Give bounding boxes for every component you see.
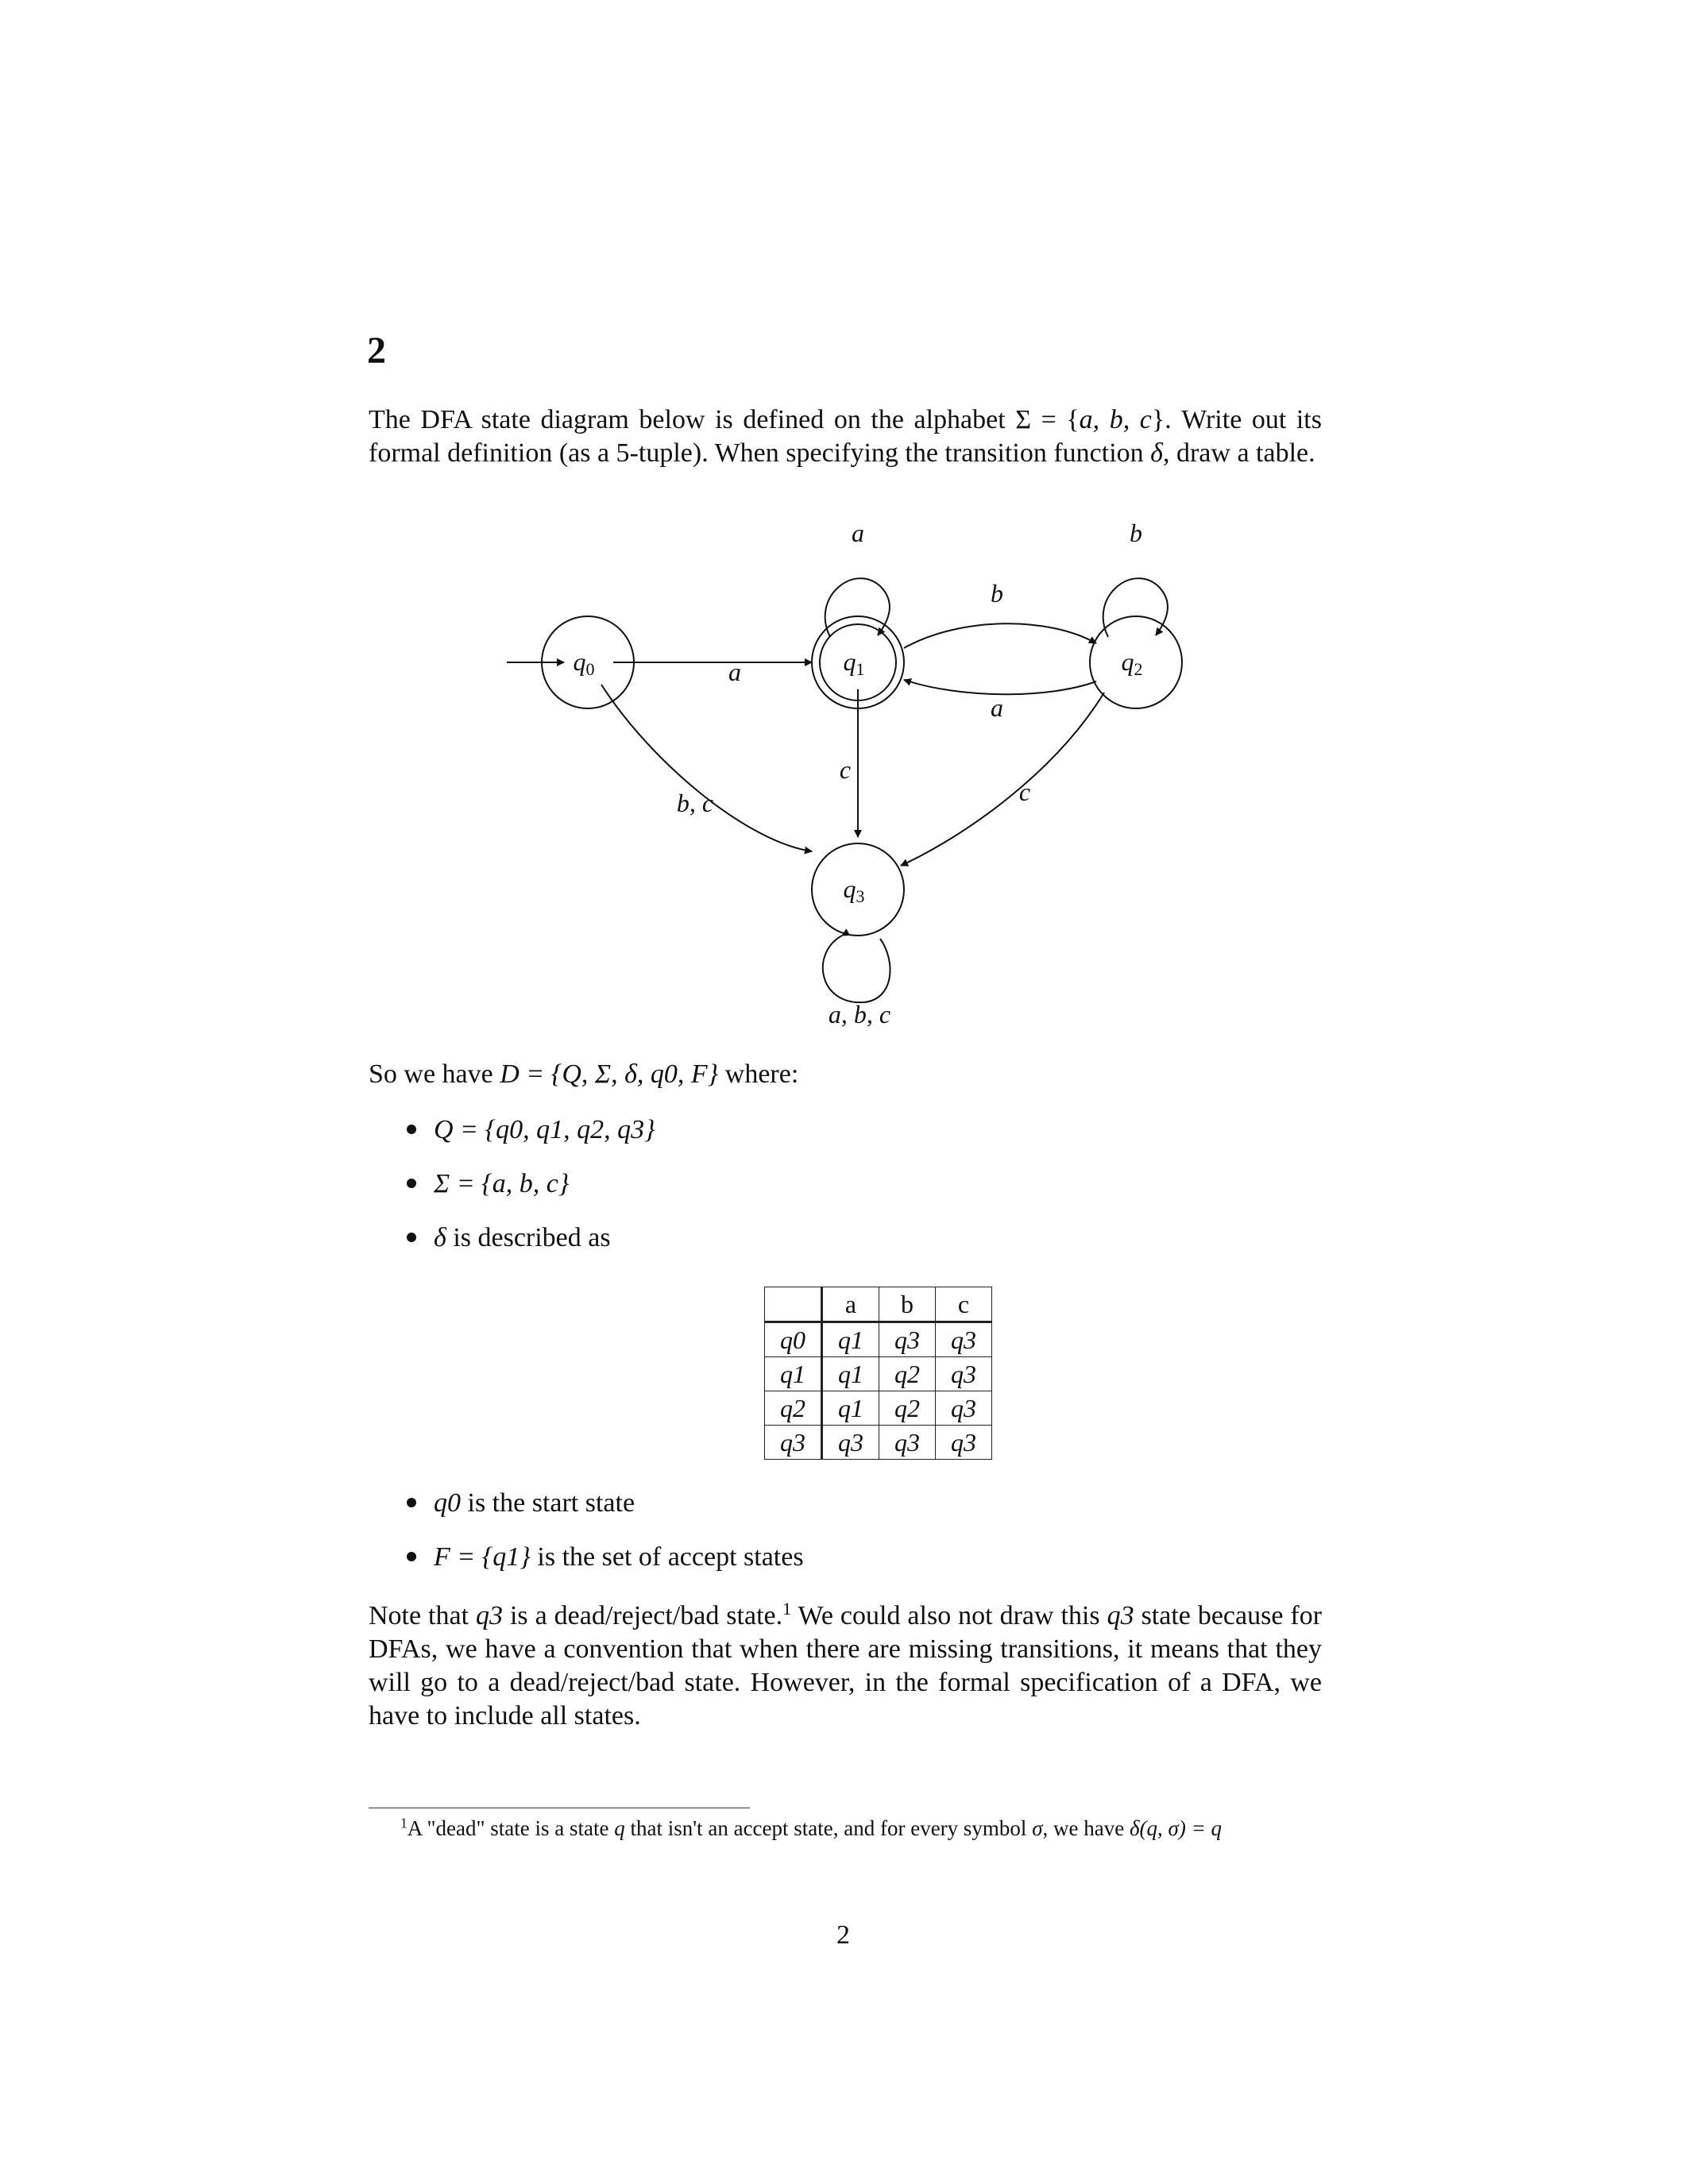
bullet-alphabet bbox=[407, 1169, 569, 1199]
edge-label-q1-q3: c bbox=[839, 755, 852, 784]
tuple-definition bbox=[369, 1059, 798, 1090]
table-cell: q3 bbox=[879, 1426, 936, 1460]
delta-symbol: δ bbox=[1150, 438, 1163, 468]
delta-symbol: δ bbox=[434, 1223, 446, 1252]
edge-q0-q3 bbox=[601, 685, 812, 851]
edge-label-q0-q1: a bbox=[728, 658, 741, 686]
table-row bbox=[765, 1391, 992, 1426]
row-state: q3 bbox=[765, 1426, 822, 1460]
note-text-3: We could also not draw this bbox=[791, 1601, 1100, 1630]
transition-table bbox=[764, 1287, 992, 1460]
accept-states-text: is the set of accept states bbox=[530, 1542, 804, 1572]
table-header-row bbox=[765, 1287, 992, 1322]
column-header: a bbox=[822, 1287, 879, 1322]
bullet-dot bbox=[407, 1233, 416, 1242]
note-text-4: state because for DFAs, we have a convention that when there are missing transitions, it means that they will go to a dead/reject/bad state. However, in the formal specification of a DFA, we have to include all states. bbox=[369, 1601, 1323, 1731]
row-state: q2 bbox=[765, 1391, 822, 1426]
table-cell: q3 bbox=[936, 1426, 992, 1460]
table-cell: q3 bbox=[936, 1357, 992, 1391]
footnote-equation: δ(q, σ) = q bbox=[1129, 1816, 1223, 1840]
bullet-accept-states bbox=[407, 1542, 804, 1572]
table-cell: q1 bbox=[822, 1322, 879, 1357]
edge-label-q2-q3: c bbox=[1018, 778, 1031, 806]
start-state: q0 bbox=[434, 1488, 461, 1518]
edge-q1-q2 bbox=[904, 623, 1096, 648]
footnote bbox=[357, 1814, 1323, 1843]
tuple-expression: D = {Q, Σ, δ, q0, F} bbox=[500, 1059, 719, 1089]
table-cell: q1 bbox=[822, 1391, 879, 1426]
edge-label-q1-loop: a bbox=[852, 519, 864, 547]
note-text-2: is a dead/reject/bad state. bbox=[509, 1601, 783, 1630]
page-number: 2 bbox=[836, 1920, 850, 1950]
bullet-dot bbox=[407, 1179, 416, 1188]
table-cell: q2 bbox=[879, 1357, 936, 1391]
row-state: q0 bbox=[765, 1322, 822, 1357]
problem-statement bbox=[369, 403, 1322, 470]
intro-text-2: }. Write out its formal definition (as a 5-tuple). When specifying the transition function bbox=[369, 405, 1322, 468]
row-state: q1 bbox=[765, 1357, 822, 1391]
bullet-dot bbox=[407, 1125, 416, 1134]
delta-description: is described as bbox=[446, 1223, 611, 1252]
table-cell: q3 bbox=[936, 1391, 992, 1426]
footnote-text-3: , we have bbox=[1042, 1816, 1125, 1840]
alphabet-symbols: a, b, c bbox=[1079, 405, 1152, 434]
table-cell: q3 bbox=[936, 1322, 992, 1357]
accept-set: F = {q1} bbox=[434, 1542, 531, 1572]
loop-q2 bbox=[1103, 578, 1168, 637]
table-cell: q2 bbox=[879, 1391, 936, 1426]
state-label-q1: q1 bbox=[843, 647, 865, 679]
bullet-states bbox=[407, 1115, 655, 1145]
edge-q2-q1 bbox=[904, 680, 1096, 694]
alphabet-set: Σ = {a, b, c} bbox=[434, 1169, 570, 1198]
state-label-q2: q2 bbox=[1121, 647, 1143, 679]
footnote-number: 1 bbox=[400, 1815, 408, 1831]
section-number: 2 bbox=[367, 330, 386, 372]
edge-label-q2-q1: a bbox=[991, 693, 1003, 722]
footnote-sigma: σ bbox=[1032, 1816, 1043, 1840]
state-label-q3: q3 bbox=[843, 874, 865, 906]
bullet-dot bbox=[407, 1498, 416, 1507]
dead-state-note bbox=[369, 1599, 1322, 1733]
footnote-q: q bbox=[614, 1816, 625, 1840]
table-row bbox=[765, 1357, 992, 1391]
edge-label-q3-loop: a, b, c bbox=[828, 1000, 891, 1028]
column-header: c bbox=[936, 1287, 992, 1322]
dfa-state-diagram bbox=[445, 508, 1239, 1040]
dead-state-ref: q3 bbox=[476, 1601, 504, 1630]
bullet-start-state bbox=[407, 1488, 635, 1518]
table-cell: q3 bbox=[822, 1426, 879, 1460]
tuple-prefix: So we have bbox=[369, 1059, 500, 1089]
edge-label-q2-loop: b bbox=[1130, 519, 1142, 547]
loop-q1 bbox=[825, 578, 890, 637]
note-text-1: Note that bbox=[369, 1601, 469, 1630]
footnote-text-2: that isn't an accept state, and for every symbol bbox=[630, 1816, 1027, 1840]
intro-text-3: , draw a table. bbox=[1162, 438, 1315, 468]
state-label-q0: q0 bbox=[573, 647, 595, 679]
dead-state-ref: q3 bbox=[1107, 1601, 1134, 1630]
edge-label-q0-q3: b, c bbox=[676, 789, 714, 817]
intro-text-1: The DFA state diagram below is defined on the alphabet Σ = { bbox=[369, 405, 1080, 434]
loop-q3 bbox=[823, 936, 890, 1002]
table-row bbox=[765, 1322, 992, 1357]
table-row bbox=[765, 1426, 992, 1460]
bullet-dot bbox=[407, 1552, 416, 1561]
start-state-text: is the start state bbox=[461, 1488, 635, 1518]
footnote-text-1: A "dead" state is a state bbox=[407, 1816, 609, 1840]
table-cell: q1 bbox=[822, 1357, 879, 1391]
edge-label-q1-q2: b bbox=[991, 579, 1003, 608]
table-corner bbox=[765, 1287, 822, 1322]
footnote-mark: 1 bbox=[782, 1598, 792, 1619]
tuple-suffix: where: bbox=[718, 1059, 799, 1089]
bullet-transition bbox=[407, 1223, 611, 1253]
states-set: Q = {q0, q1, q2, q3} bbox=[434, 1115, 655, 1144]
table-cell: q3 bbox=[879, 1322, 936, 1357]
column-header: b bbox=[879, 1287, 936, 1322]
